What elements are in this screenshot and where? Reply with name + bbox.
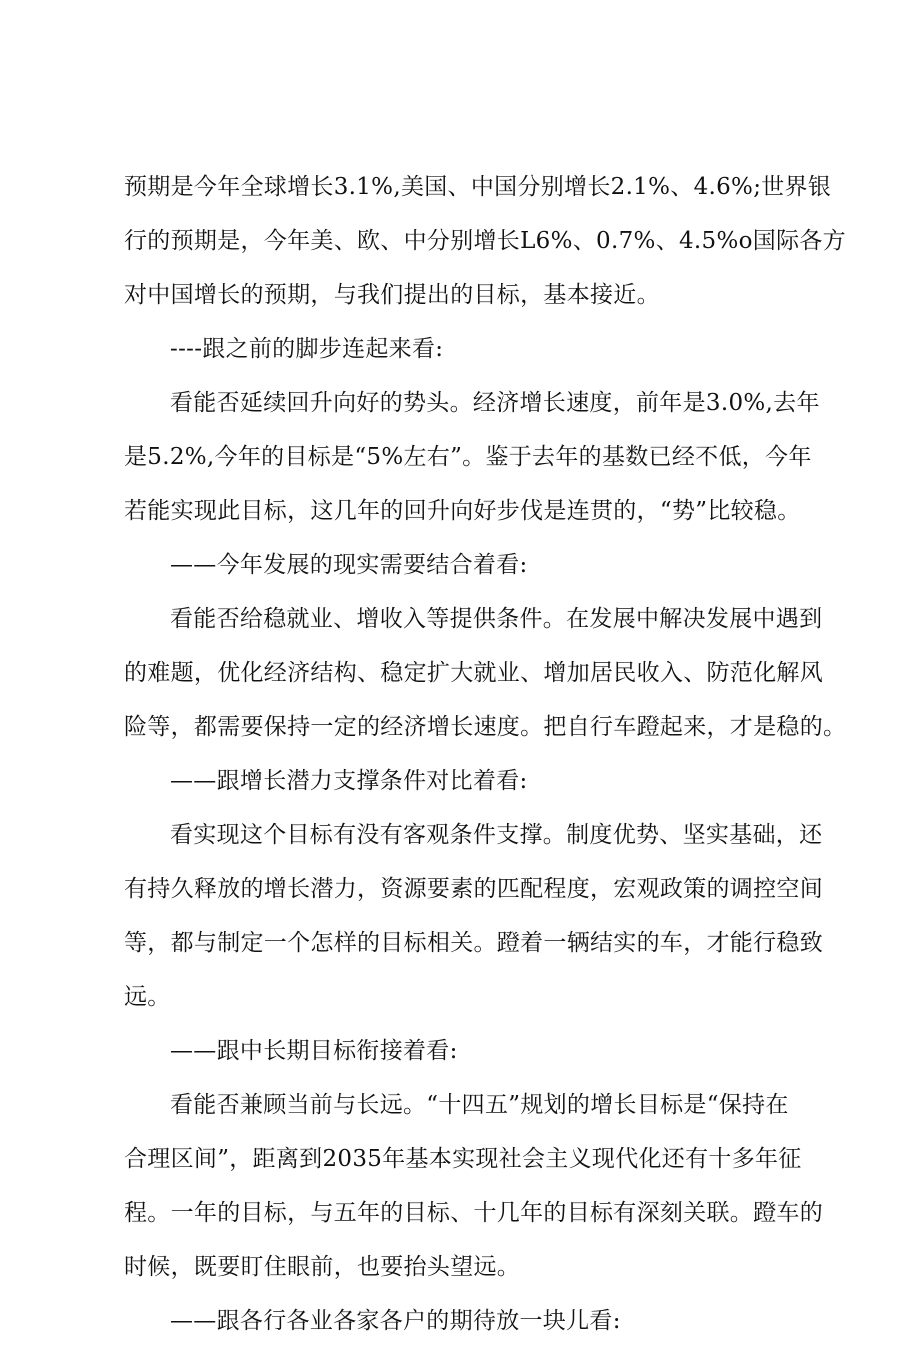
text-line: 预期是今年全球增长3.1%,美国、中国分别增长2.1%、4.6%;世界银 [124, 174, 832, 200]
text-line: 看能否兼顾当前与长远。“十四五”规划的增长目标是“保持在 [170, 1092, 789, 1118]
text-line: 看能否延续回升向好的势头。经济增长速度，前年是3.0%,去年 [170, 390, 820, 416]
body-text [124, 160, 847, 1348]
text-line: 合理区间”，距离到2035年基本实现社会主义现代化还有十多年征 [124, 1146, 802, 1172]
text-line: 险等，都需要保持一定的经济增长速度。把自行车蹬起来，才是稳的。 [124, 714, 847, 740]
text-line: 看能否给稳就业、增收入等提供条件。在发展中解决发展中遇到 [170, 606, 823, 632]
text-line: 若能实现此目标，这几年的回升向好步伐是连贯的，“势”比较稳。 [124, 498, 801, 524]
text-line: ——跟中长期目标衔接着看: [170, 1038, 458, 1064]
text-line: ——今年发展的现实需要结合着看: [170, 552, 528, 578]
text-line: ----跟之前的脚步连起来看: [170, 336, 444, 362]
text-line: 是5.2%,今年的目标是“5%左右”。鉴于去年的基数已经不低，今年 [124, 444, 812, 470]
text-line: ——跟增长潜力支撑条件对比着看: [170, 768, 528, 794]
text-line: 看实现这个目标有没有客观条件支撑。制度优势、坚实基础，还 [170, 822, 823, 848]
text-line: 等，都与制定一个怎样的目标相关。蹬着一辆结实的车，才能行稳致 [124, 930, 823, 956]
text-line: 行的预期是，今年美、欧、中分别增长L6%、0.7%、4.5%o国际各方 [124, 228, 846, 254]
text-line: 远。 [124, 984, 171, 1010]
text-line: 对中国增长的预期，与我们提出的目标，基本接近。 [124, 282, 660, 308]
text-line: 时候，既要盯住眼前，也要抬头望远。 [124, 1254, 521, 1280]
text-line: 有持久释放的增长潜力，资源要素的匹配程度，宏观政策的调控空间 [124, 876, 823, 902]
text-line: 程。一年的目标，与五年的目标、十几年的目标有深刻关联。蹬车的 [124, 1200, 823, 1226]
text-line: 的难题，优化经济结构、稳定扩大就业、增加居民收入、防范化解风 [124, 660, 823, 686]
text-line: ——跟各行各业各家各户的期待放一块儿看: [170, 1308, 621, 1334]
